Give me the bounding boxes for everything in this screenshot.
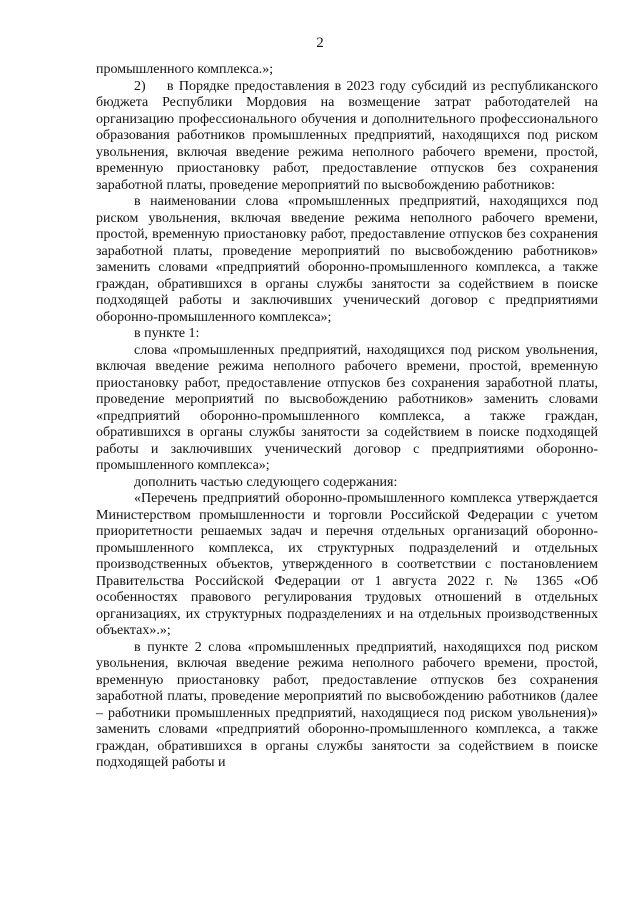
paragraph-enterprise-list: «Перечень предприятий оборонно-промышленного комплекса утверждается Министерством промышленности и торговли Российской Федерации с учетом приоритетности решаемых задач и перечня отдельных организаций оборонно-промышленного комплекса, их структурных подразделений и отдельных производственных объектов, утвержденного в соответствии с постановлением Правительства Российской Федерации от 1 августа 2022 г. № 1365 «Об особенностях правового регулирования трудовых отношений в отдельных организациях, их структурных подразделениях и на отдельных производственных объектах».»;	[96, 491, 598, 638]
paragraph-title-change: в наименовании слова «промышленных предприятий, находящихся под риском увольнения, включая введение режима неполного рабочего времени, простой, временную приостановку работ, предоставление отпусков без сохранения заработной платы, проведение мероприятий по высвобождению работников» заменить словами «предприятий оборонно-промышленного комплекса, а также граждан, обратившихся в органы службы занятости за содействием в поиске подходящей работы и заключивших ученический договор с предприятиями оборонно-промышленного комплекса»;	[96, 194, 598, 325]
paragraph-clause-1-words: слова «промышленных предприятий, находящихся под риском увольнения, включая введение режима неполного рабочего времени, простой, временную приостановку работ, предоставление отпусков без сохранения заработной платы, проведение мероприятий по высвобождению работников» заменить словами «предприятий оборонно-промышленного комплекса, а также граждан, обратившихся в органы службы занятости за содействием в поиске подходящей работы и заключивших ученический договор с предприятиями оборонно-промышленного комплекса»;	[96, 342, 598, 473]
page-number: 2	[316, 35, 324, 51]
paragraph-clause-2: в пункте 2 слова «промышленных предприятий, находящихся под риском увольнения, включая введение режима неполного рабочего времени, простой, временную приостановку работ, предоставление отпусков без сохранения заработной платы, проведение мероприятий по высвобождению работников (далее – работники промышленных предприятий, находящиеся под риском увольнения)» заменить словами «предприятий оборонно-промышленного комплекса, а также граждан, обратившихся в органы службы занятости за содействием в поиске подходящей работы и	[96, 639, 598, 770]
paragraph-clause-1-heading: в пункте 1:	[134, 326, 200, 341]
paragraph-add-part: дополнить частью следующего содержания:	[134, 474, 398, 490]
paragraph-continuation: промышленного комплекса.»;	[96, 62, 274, 77]
document-body	[96, 62, 598, 772]
paragraph-item-2: 2) в Порядке предоставления в 2023 году субсидий из республиканского бюджета Республики Мордовия на возмещение затрат работодателей на организацию профессионального обучения и дополнительного профессионального образования работников промышленных предприятий, находящихся под риском увольнения, включая введение режима неполного рабочего времени, простой, временную приостановку работ, предоставление отпусков без сохранения заработной платы, проведение мероприятий по высвобождению работников:	[96, 78, 598, 193]
